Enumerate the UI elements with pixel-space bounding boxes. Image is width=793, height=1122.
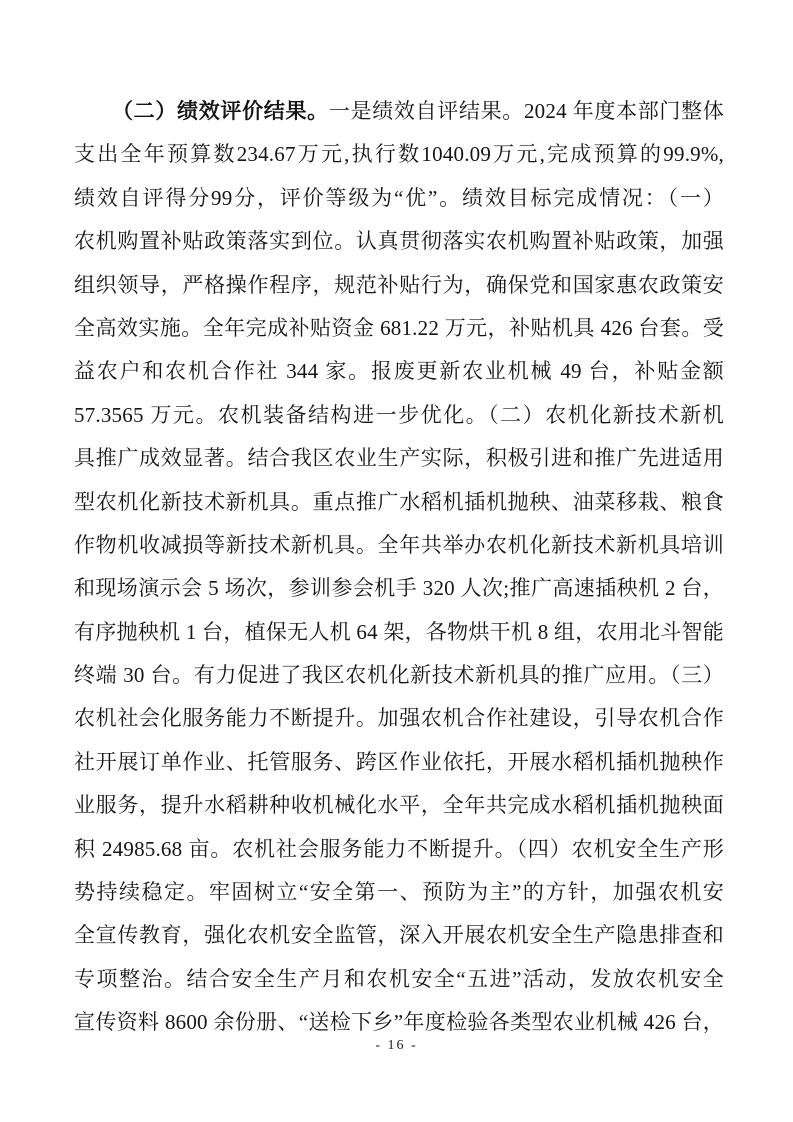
text-line: 积 24985.68 亩。农机社会服务能力不断提升。（四）农机安全生产形: [74, 836, 724, 861]
text-line: 组织领导，严格操作程序，规范补贴行为，确保党和国家惠农政策安: [74, 272, 724, 297]
text-line: 有序抛秧机 1 台，植保无人机 64 架，各物烘干机 8 组，农用北斗智能: [74, 619, 724, 644]
text-line-content: 一是绩效自评结果。2024 年度本部门整体: [328, 99, 724, 123]
text-line: 绩效自评得分99分，评价等级为“优”。绩效目标完成情况：（一）: [74, 185, 724, 210]
text-line: 全高效实施。全年完成补贴资金 681.22 万元，补贴机具 426 台套。受: [74, 315, 724, 340]
text-line: 宣传资料 8600 余份册、“送检下乡”年度检验各类型农业机械 426 台，: [74, 1010, 724, 1035]
text-line: 益农户和农机合作社 344 家。报废更新农业机械 49 台，补贴金额: [74, 359, 724, 384]
page-number: - 16 -: [375, 1038, 418, 1053]
text-line: 支出全年预算数234.67万元,执行数1040.09万元,完成预算的99.9%,: [74, 142, 724, 167]
body-text: [74, 90, 724, 1045]
text-line: 农机社会化服务能力不断提升。加强农机合作社建设，引导农机合作: [74, 706, 724, 731]
text-line: 势持续稳定。牢固树立“安全第一、预防为主”的方针，加强农机安: [74, 880, 724, 905]
text-line: 作物机收减损等新技术新机具。全年共举办农机化新技术新机具培训: [74, 532, 724, 557]
text-line: 全宣传教育，强化农机安全监管，深入开展农机安全生产隐患排查和: [74, 923, 724, 948]
text-line: 农机购置补贴政策落实到位。认真贯彻落实农机购置补贴政策，加强: [74, 229, 724, 254]
text-line: 和现场演示会 5 场次，参训参会机手 320 人次;推广高速插秧机 2 台，: [74, 576, 724, 601]
text-line: 终端 30 台。有力促进了我区农机化新技术新机具的推广应用。（三）: [74, 663, 724, 688]
section-heading: （二）绩效评价结果。: [112, 99, 329, 123]
text-line: 业服务，提升水稻耕种收机械化水平，全年共完成水稻机插机抛秧面: [74, 793, 724, 818]
text-line: 社开展订单作业、托管服务、跨区作业依托，开展水稻机插机抛秧作: [74, 749, 724, 774]
text-line: 具推广成效显著。结合我区农业生产实际，积极引进和推广先进适用: [74, 446, 724, 471]
text-line: 专项整治。结合安全生产月和农机安全“五进”活动，发放农机安全: [74, 966, 724, 991]
text-line: 型农机化新技术新机具。重点推广水稻机插机抛秧、油菜移栽、粮食: [74, 489, 724, 514]
text-line: [74, 90, 724, 133]
text-line: 57.3565 万元。农机装备结构进一步优化。（二）农机化新技术新机: [74, 402, 724, 427]
